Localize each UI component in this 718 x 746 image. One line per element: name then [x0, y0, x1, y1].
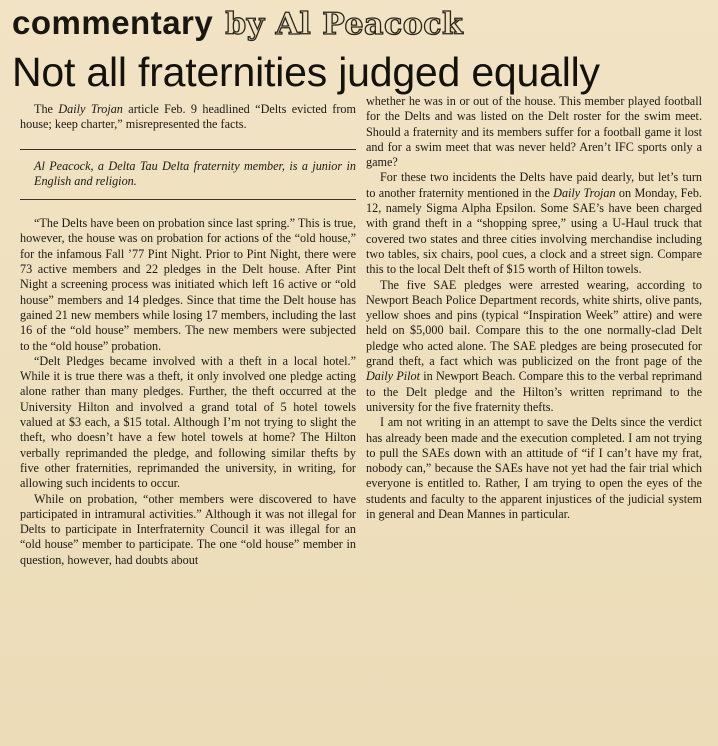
section-label: commentary	[12, 4, 214, 41]
author-bio: Al Peacock, a Delta Tau Delta fraternity member, is a junior in English and religion.	[34, 158, 356, 188]
body-text: For these two incidents the Delts have paid dearly, but let’s turn to another fraternity mentioned in the	[366, 170, 702, 200]
lead-paragraph	[20, 102, 356, 133]
column-right	[366, 94, 702, 568]
body-paragraph: I am not writing in an attempt to save the Delts since the verdict has already been made and the execution completed. I am not trying to pull the SAEs down with an attitude of “if I can’t have my frat, nobody can,” because the SAEs have not yet had the fair trial which everyone is entitled to. Rather, I am trying to open the eyes of the students and faculty to the apparent injustices of the judicial system in general and Dean Mannes in particular.	[366, 415, 702, 522]
article-columns	[12, 94, 706, 568]
body-text: on Monday, Feb. 12, namely Sigma Alpha Epsilon. Some SAE’s have been charged with grand theft in a “shopping spree,” using a U-Haul truck that covered two states and three cities involving merchandise including two tables, six chairs, pool cues, a clock and a street sign. Compare this to the local Delt theft of $15 worth of Hilton towels.	[366, 185, 702, 277]
body-paragraph: While on probation, “other members were discovered to have participated in intramural activities.” Although it was not illegal for Delts to participate in Interfraternity Council it was illegal for an “old house” member to participate. The one “old house” member in question, however, had doubts about	[20, 491, 356, 567]
lead-text-a: The	[34, 102, 59, 116]
body-paragraph: “The Delts have been on probation since last spring.” This is true, however, the house was on probation for actions of the “old house,” for the infamous Fall ’77 Pint Night. Prior to Pint Night, there were 73 active members and 22 pledges in the Delt house. After Pint Night a screening process was initiated which left 16 active or “old house” members and 14 pledges. Since that time the Delt house has gained 21 new members while losing 17 members, including the last 16 of the “old house” members. The new members were subjected to the “old house” probation.	[20, 216, 356, 353]
body-paragraph: whether he was in or out of the house. This member played football for the Delts and was listed on the Delt roster for the swim meet. Should a fraternity and its members suffer for a football game it lost and for a swim meet that was never held? Aren’t IFC sports only a game?	[366, 94, 702, 170]
body-paragraph: “Delt Pledges became involved with a theft in a local hotel.” While it is true there was a theft, it only involved one pledge acting alone rather than many pledges. Further, the theft occurred at the University Hilton and involved a grand total of 5 hotel towels valued at $3 each, a $15 total. Although I’m not trying to slight the theft, who doesn’t have a few hotel towels at home? The Hilton verbally reprimanded the pledge, and following similar thefts by five other fraternities, reprimanded the university, in writing, for allowing such incidents to occur.	[20, 353, 356, 491]
column-left	[20, 102, 356, 568]
body-text: in Newport Beach. Compare this to the verbal reprimand to the Delt pledge and the Hilton’s written reprimand to the university for the five fraternity thefts.	[366, 369, 702, 414]
body-paragraph	[366, 170, 702, 277]
lead-text-b: article Feb. 9 headlined “Delts evicted from house; keep charter,” misrepresented the facts.	[20, 102, 356, 132]
newspaper-name: Daily Trojan	[58, 102, 123, 116]
newspaper-name: Daily Trojan	[553, 185, 616, 200]
body-text: The five SAE pledges were arrested wearing, according to Newport Beach Police Department records, white shirts, olive pants, yellow shoes and pins (typical “Inspiration Week” attire) and were held on $5,000 bail. Compare this to the one normally-clad Delt pledge who acted alone. The SAE pledges are being prosecuted for grand theft, a fact which was publicized on the front page of the	[366, 277, 702, 369]
headline: Not all fraternities judged equally	[12, 49, 600, 95]
section-kicker	[12, 4, 706, 48]
byline: by Al Peacock	[225, 7, 464, 42]
newspaper-name: Daily Pilot	[366, 369, 421, 384]
body-paragraph	[366, 278, 702, 416]
author-bio-box	[20, 149, 356, 201]
